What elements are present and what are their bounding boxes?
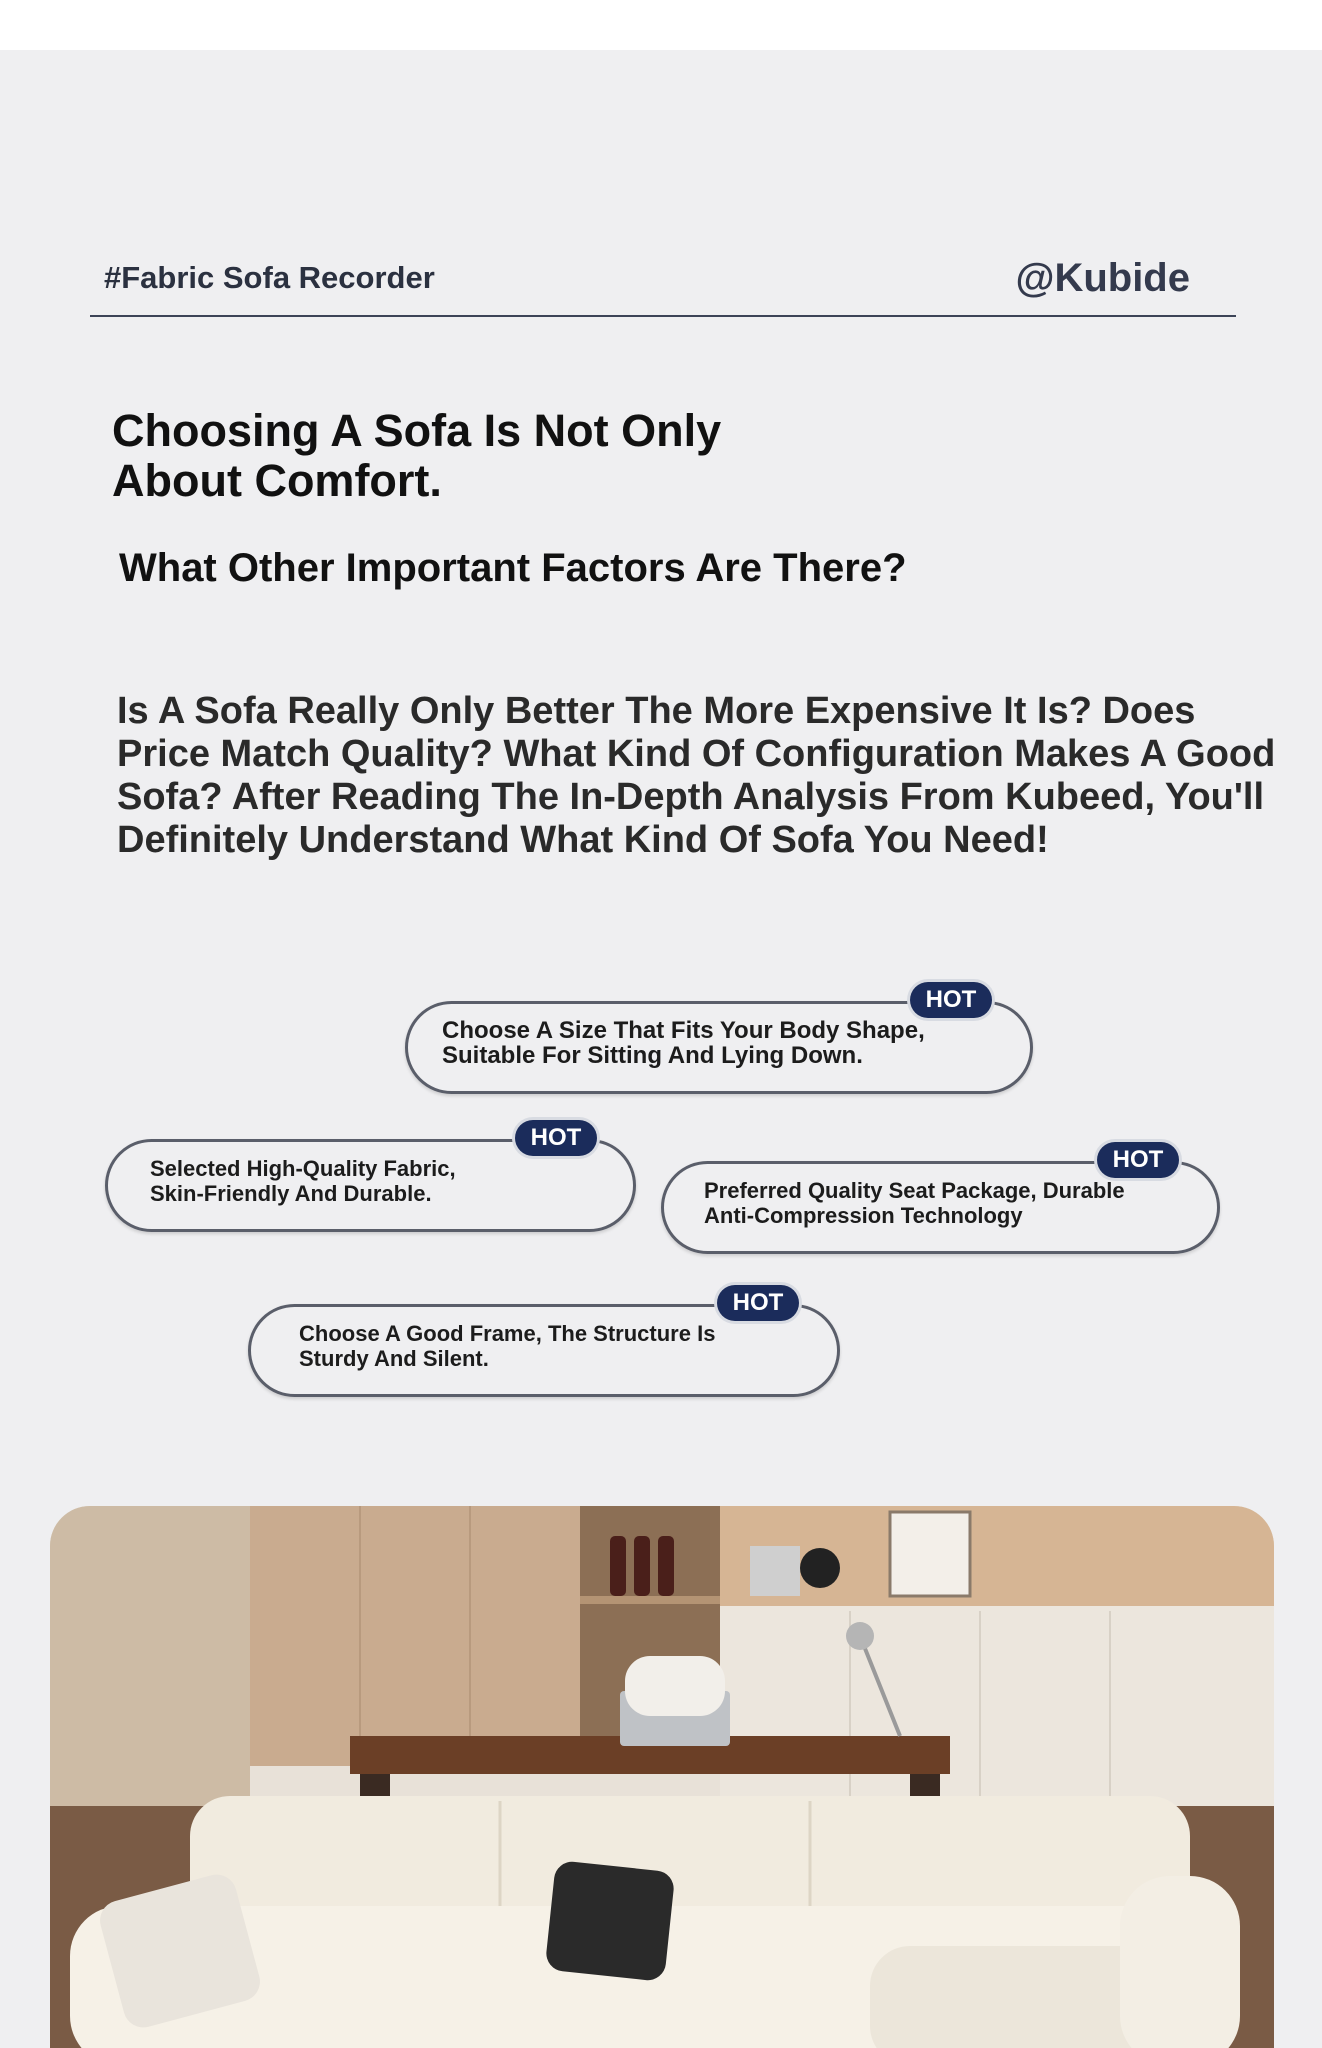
title-line: Choosing A Sofa Is Not Only [112, 405, 722, 456]
intro-line: Price Match Quality? What Kind Of Configuration Makes A Good [117, 733, 1276, 775]
page-subtitle: What Other Important Factors Are There? [119, 546, 907, 590]
factor-line: Preferred Quality Seat Package, Durable [704, 1178, 1125, 1203]
intro-line: Sofa? After Reading The In-Depth Analysis From Kubeed, You'll [117, 776, 1265, 818]
factor-line: Selected High-Quality Fabric, [150, 1156, 456, 1181]
hot-badge: HOT [910, 982, 992, 1018]
page [0, 50, 1322, 2048]
factor-line: Skin-Friendly And Durable. [150, 1181, 432, 1206]
hot-badge: HOT [515, 1120, 597, 1156]
factor-line: Suitable For Sitting And Lying Down. [442, 1042, 863, 1069]
factor-fabric-pill [105, 1124, 636, 1232]
sofa-room-photo [50, 1506, 1274, 2048]
factor-seat-pill [661, 1146, 1220, 1254]
intro-paragraph [117, 690, 1317, 862]
hot-badge: HOT [717, 1285, 799, 1321]
sofa-illustration [50, 1506, 1274, 2048]
intro-line: Definitely Understand What Kind Of Sofa You Need! [117, 819, 1049, 861]
factor-line: Choose A Good Frame, The Structure Is [299, 1321, 716, 1346]
title-line: About Comfort. [112, 455, 442, 506]
hot-badge: HOT [1097, 1142, 1179, 1178]
factor-frame-pill [248, 1289, 840, 1397]
factor-size-pill [405, 986, 1033, 1094]
factor-text [442, 1018, 1030, 1068]
factor-text [150, 1156, 633, 1206]
factor-text [704, 1178, 1217, 1228]
factor-line: Sturdy And Silent. [299, 1346, 489, 1371]
page-title [112, 406, 721, 506]
factor-line: Anti-Compression Technology [704, 1203, 1023, 1228]
intro-line: Is A Sofa Really Only Better The More Expensive It Is? Does [117, 690, 1196, 732]
factor-text [299, 1321, 837, 1371]
hashtag-label: #Fabric Sofa Recorder [104, 260, 435, 295]
header-divider [90, 315, 1236, 317]
brand-handle: @Kubide [1015, 256, 1190, 300]
factor-line: Choose A Size That Fits Your Body Shape, [442, 1017, 925, 1044]
